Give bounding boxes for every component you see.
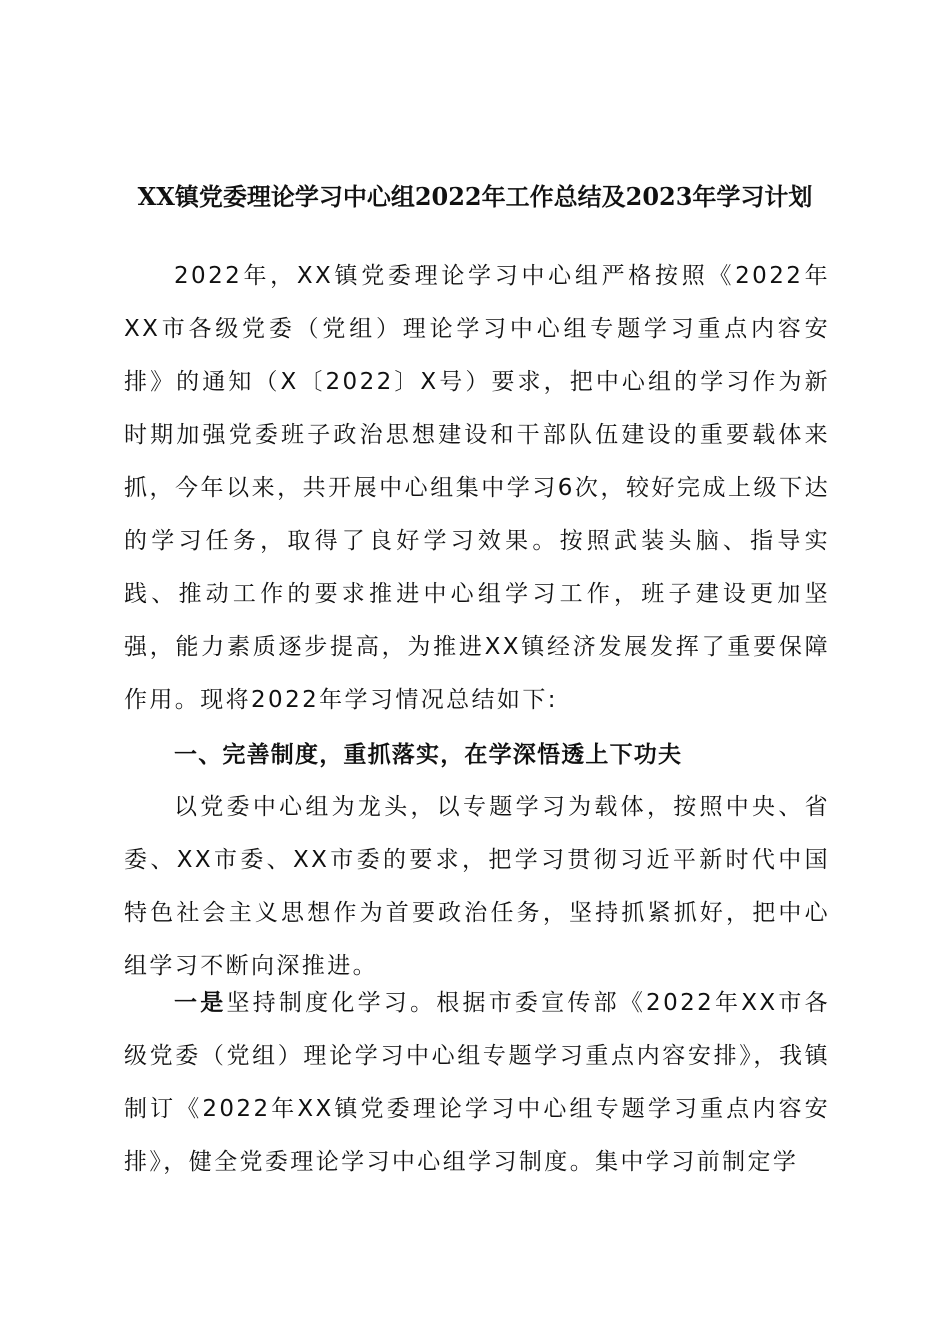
intro-paragraph: 2022年，XX镇党委理论学习中心组严格按照《2022年XX市各级党委（党组）理论学习中心组专题学习重点内容安排》的通知（X〔2022〕X号）要求，把中心组的学习作为新时期加强党委班子政治思想建设和干部队伍建设的重要载体来抓，今年以来，共开展中心组集中学习6次，较好完成上级下达的学习任务，取得了良好学习效果。按照武装头脑、指导实践、推动工作的要求推进中心组学习工作，班子建设更加坚强，能力素质逐步提高，为推进XX镇经济发展发挥了重要保障作用。现将2022年学习情况总结如下: [124, 263, 830, 713]
section-1-intro-paragraph: 以党委中心组为龙头，以专题学习为载体，按照中央、省委、XX市委、XX市委的要求，把学习贯彻习近平新时代中国特色社会主义思想作为首要政治任务，坚持抓紧抓好，把中心组学习不断向深推进。 [124, 794, 830, 979]
point-1-lead: 一是 [174, 990, 227, 1016]
section-heading-1: 一、完善制度，重抓落实，在学深悟透上下功夫 [174, 742, 683, 768]
document-title: XX镇党委理论学习中心组2022年工作总结及2023年学习计划 [137, 182, 813, 211]
section-1-point-1-paragraph [124, 977, 830, 1189]
point-1-text: 坚持制度化学习。根据市委宣传部《2022年XX市各级党委（党组）理论学习中心组专题学习重点内容安排》，我镇制订《2022年XX镇党委理论学习中心组专题学习重点内容安排》，健全党委理论学习中心组学习制度。集中学习前制定学 [124, 990, 830, 1175]
